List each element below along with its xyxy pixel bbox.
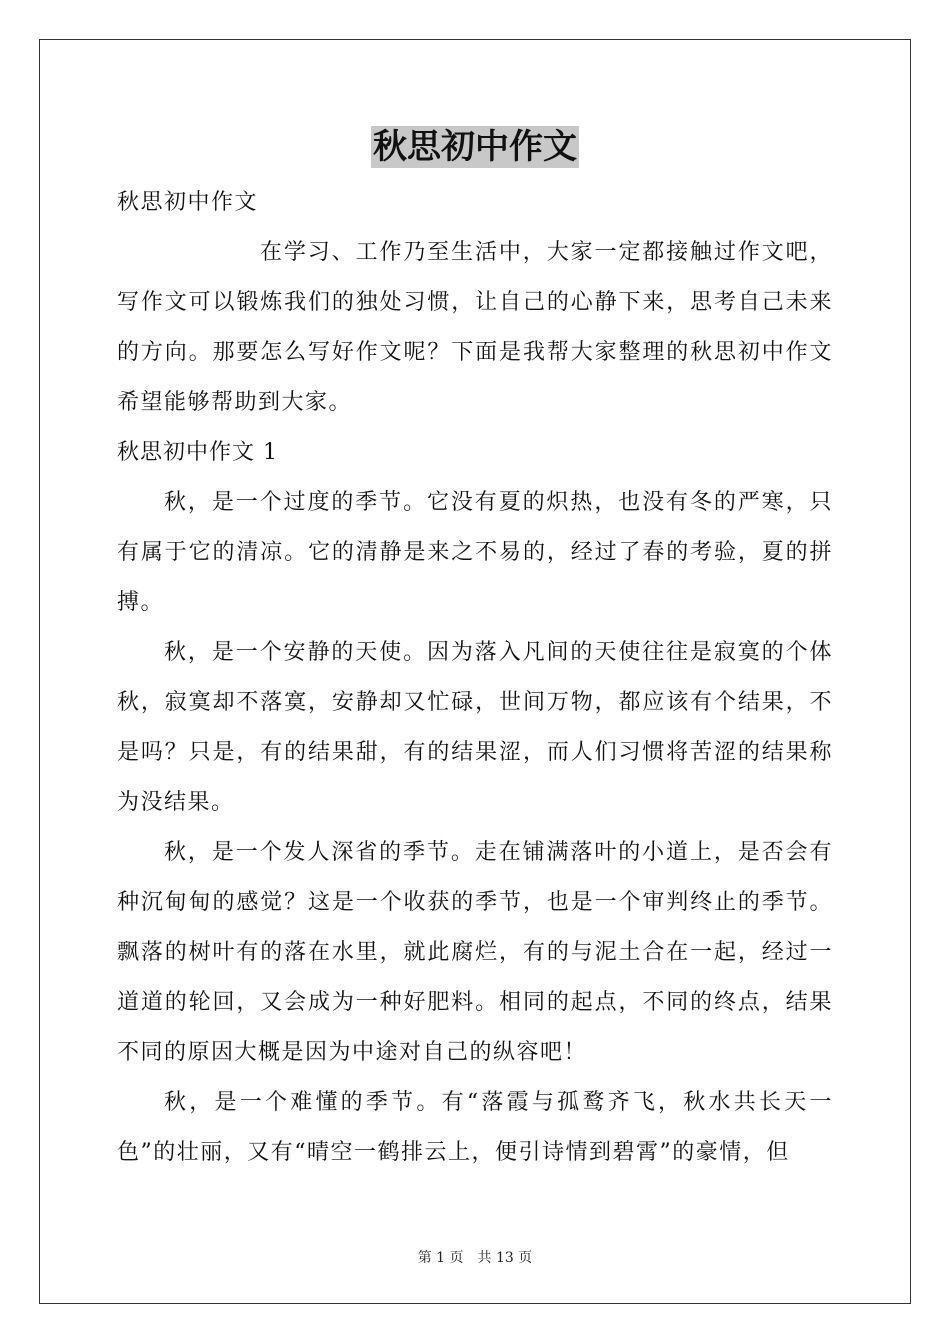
page-number-footer: 第 1 页 共 13 页 [417,1250,533,1266]
body-paragraph: 秋，是一个过度的季节。它没有夏的炽热，也没有冬的严寒，只有属于它的清凉。它的清静是来之不易的，经过了春的考验，夏的拼搏。 [117,490,833,615]
document-subtitle: 秋思初中作文 [117,190,259,215]
title-container [0,126,950,168]
section-heading: 秋思初中作文 1 [117,440,278,465]
body-paragraph: 秋，是一个难懂的季节。有“落霞与孤鹜齐飞，秋水共长天一色”的壮丽，又有“晴空一鹤排云上，便引诗情到碧霄”的豪情，但 [117,1090,833,1165]
body-paragraph: 秋，是一个发人深省的季节。走在铺满落叶的小道上，是否会有种沉甸甸的感觉？这是一个收获的季节，也是一个审判终止的季节。飘落的树叶有的落在水里，就此腐烂，有的与泥土合在一起，经过一道道的轮回，又会成为一种好肥料。相同的起点，不同的终点，结果不同的原因大概是因为中途对自己的纵容吧！ [117,840,833,1065]
intro-paragraph: 在学习、工作乃至生活中，大家一定都接触过作文吧，写作文可以锻炼我们的独处习惯，让自己的心静下来，思考自己未来的方向。那要怎么写好作文呢？下面是我帮大家整理的秋思初中作文希望能够帮助到大家。 [117,240,833,415]
body-paragraph: 秋，是一个安静的天使。因为落入凡间的天使往往是寂寞的个体秋，寂寞却不落寞，安静却又忙碌，世间万物，都应该有个结果，不是吗？只是，有的结果甜，有的结果涩，而人们习惯将苦涩的结果称为没结果。 [117,640,833,815]
document-body [117,178,833,1178]
document-title: 秋思初中作文 [373,127,577,167]
